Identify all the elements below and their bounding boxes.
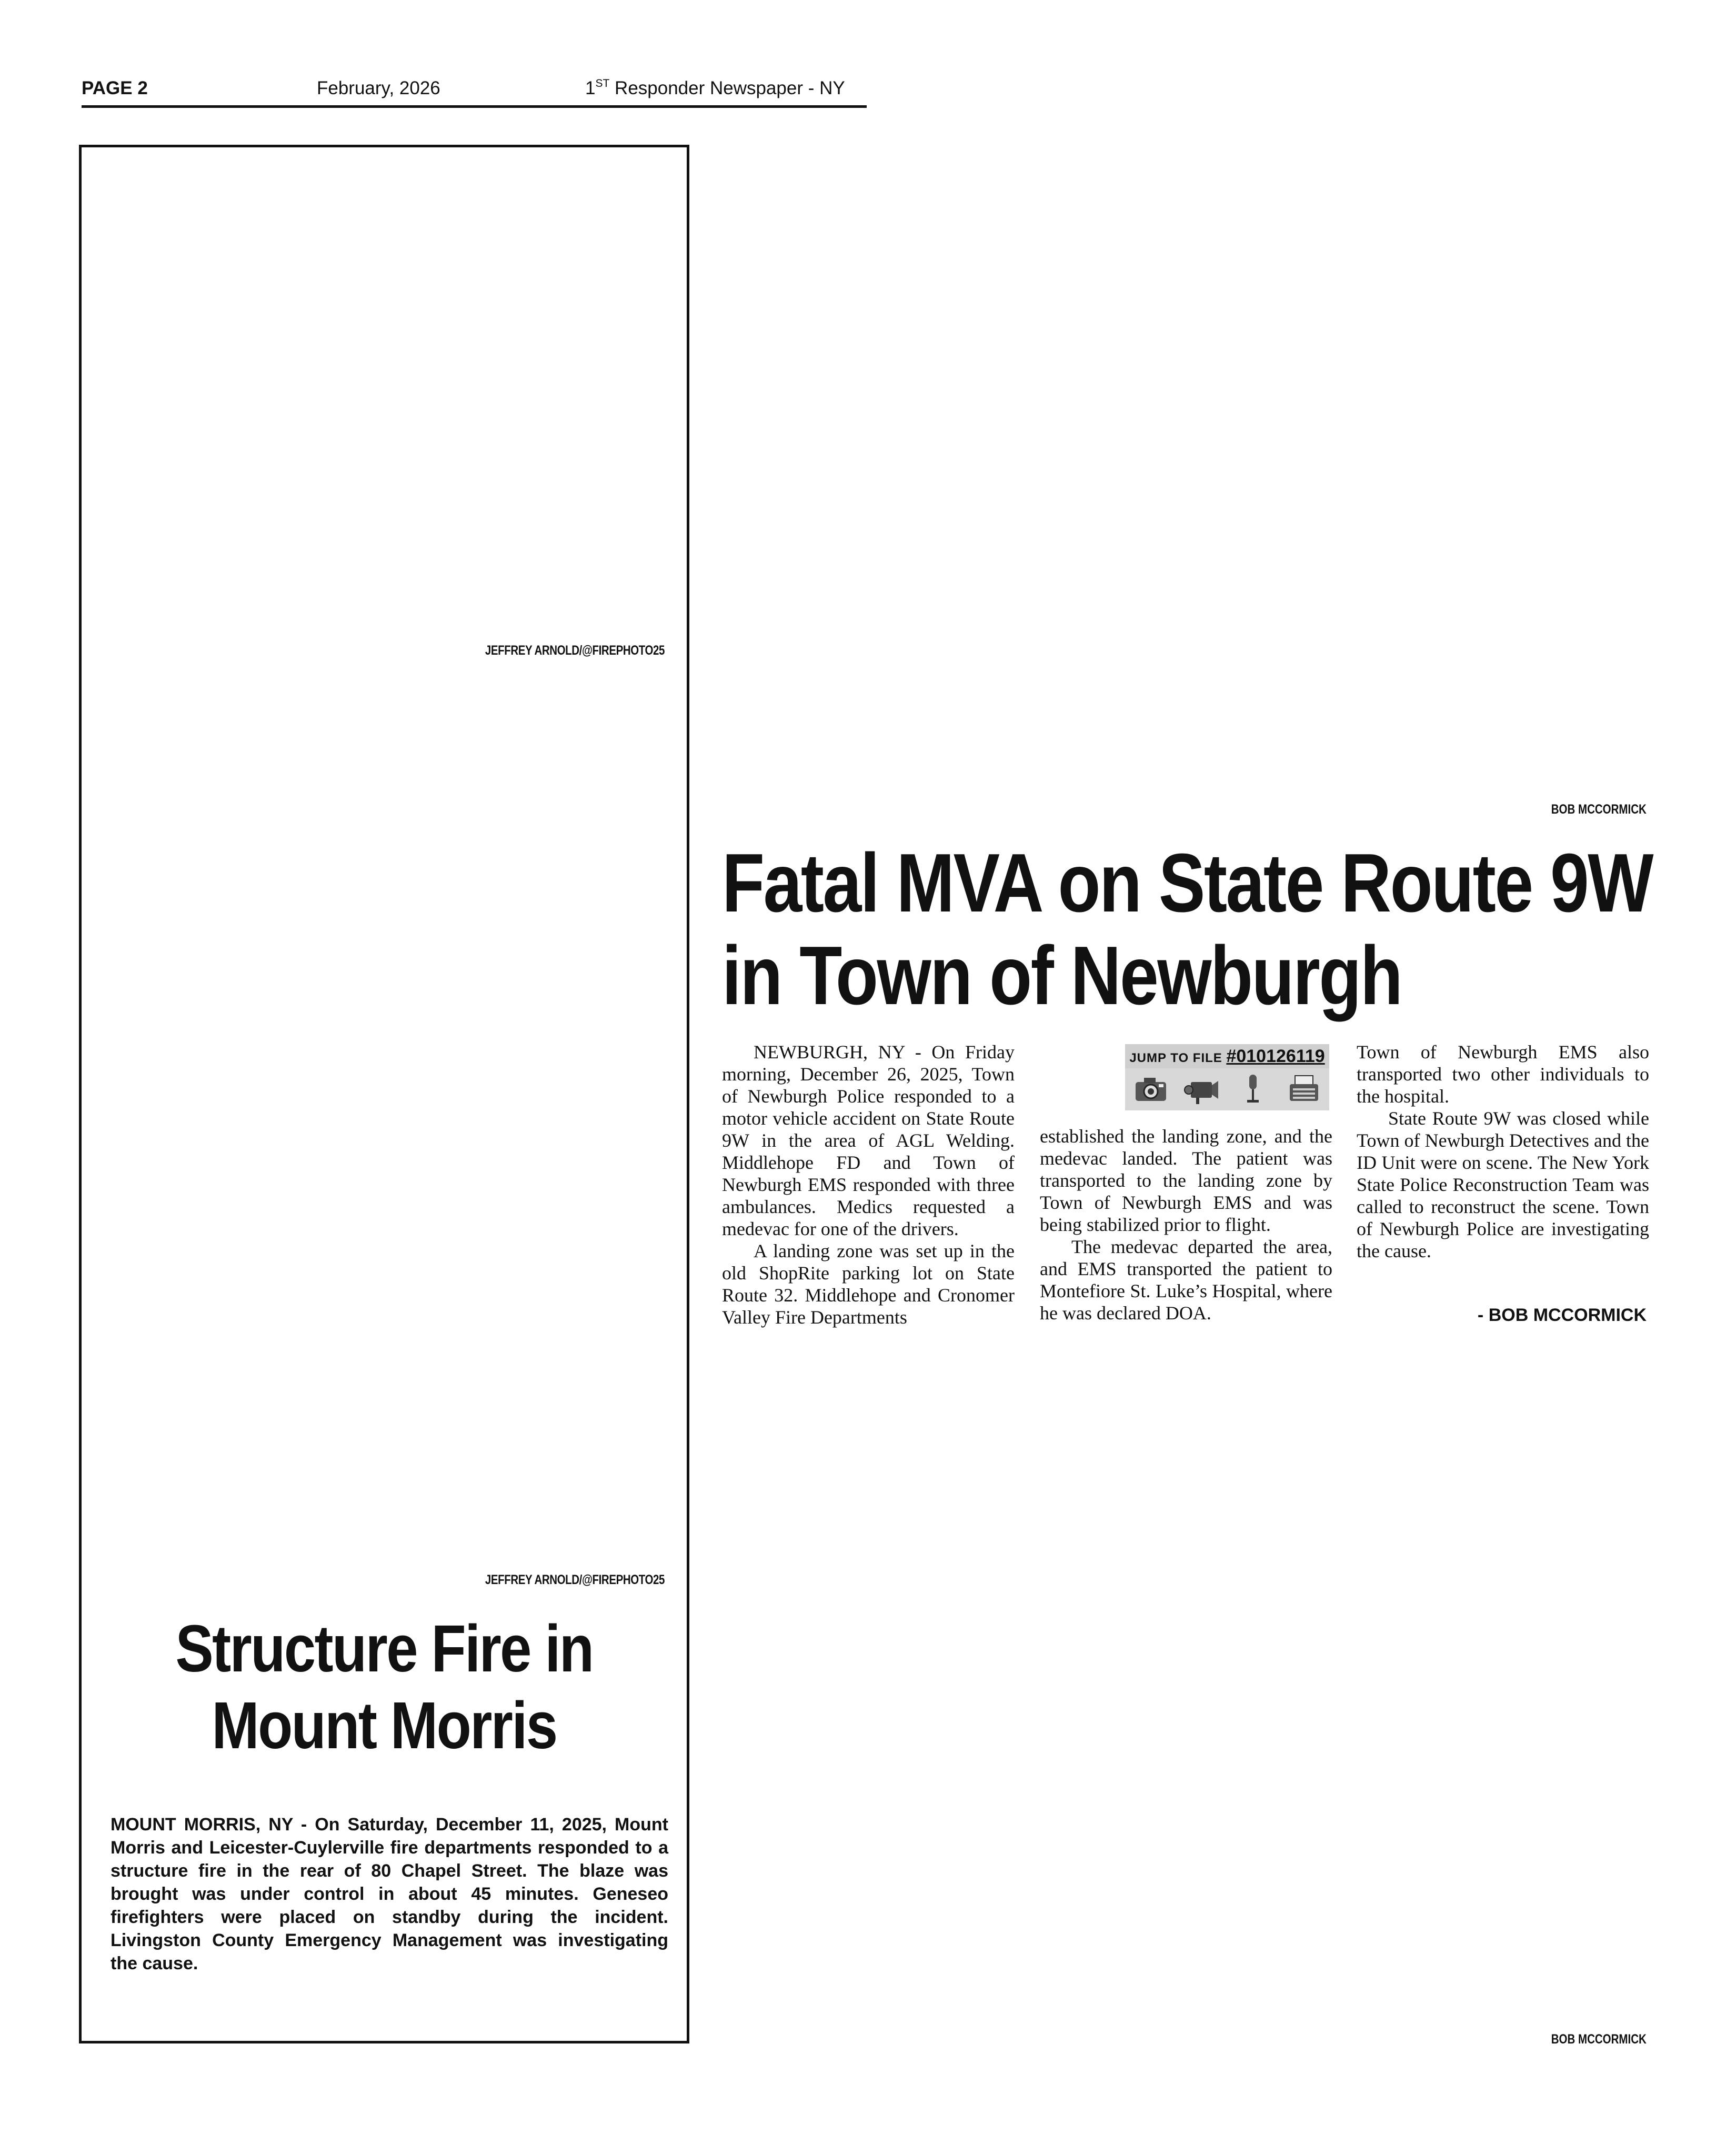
video-camera-icon[interactable] bbox=[1183, 1073, 1220, 1106]
article-paragraph: established the landing zone, and the medevac landed. The patient was transported to the landing zone by Town of Newburgh EMS and was being stabilized prior to flight. bbox=[1040, 1126, 1332, 1235]
article-paragraph: NEWBURGH, NY - On Friday morning, December 26, 2025, Town of Newburgh Police responded to a motor vehicle accident on State Route 9W in the area of AGL Welding. Middlehope FD and Town of Newburgh EMS responded with three ambulances. Medics requested a medevac for one of the drivers. bbox=[722, 1041, 1015, 1239]
publication-title: Responder Newspaper - NY bbox=[609, 78, 845, 98]
jump-file-number[interactable]: #010126119 bbox=[1226, 1046, 1325, 1066]
article-column-1 bbox=[722, 1041, 1015, 1328]
article-column-2 bbox=[1040, 1125, 1332, 1324]
bottom-photo-credit: BOB MCCORMICK bbox=[1551, 2032, 1647, 2047]
jump-to-file-label[interactable] bbox=[1125, 1044, 1329, 1068]
camera-icon[interactable] bbox=[1132, 1073, 1169, 1106]
main-headline-line1: Fatal MVA on State Route 9W bbox=[722, 837, 1653, 929]
left-headline bbox=[124, 1610, 645, 1764]
page-number: PAGE 2 bbox=[82, 78, 148, 98]
microphone-icon[interactable] bbox=[1235, 1073, 1271, 1106]
photo-credit-top: JEFFREY ARNOLD/@FIREPHOTO25 bbox=[485, 643, 665, 658]
article-paragraph: Town of Newburgh EMS also transported two other individuals to the hospital. bbox=[1357, 1041, 1649, 1107]
publication-name bbox=[585, 79, 845, 97]
photo-credit-bottom: JEFFREY ARNOLD/@FIREPHOTO25 bbox=[485, 1572, 665, 1587]
article-paragraph: A landing zone was set up in the old ShopRite parking lot on State Route 32. Middlehope and Cronomer Valley Fire Departments bbox=[722, 1240, 1015, 1328]
main-headline-line2: in Town of Newburgh bbox=[722, 929, 1402, 1022]
jump-label-prefix: JUMP TO FILE bbox=[1129, 1051, 1227, 1065]
left-story-box bbox=[79, 145, 689, 2043]
article-column-3 bbox=[1357, 1041, 1649, 1262]
article-byline: - BOB MCCORMICK bbox=[1477, 1305, 1647, 1325]
article-paragraph: The medevac departed the area, and EMS transported the patient to Montefiore St. Luke’s Hospital, where he was declared DOA. bbox=[1040, 1236, 1332, 1324]
left-headline-line1: Structure Fire in bbox=[175, 1611, 593, 1686]
typewriter-icon[interactable] bbox=[1286, 1073, 1322, 1106]
main-headline bbox=[722, 837, 1653, 1022]
publication-superscript: ST bbox=[595, 77, 610, 89]
article-paragraph: State Route 9W was closed while Town of Newburgh Detectives and the ID Unit were on scene. The New York State Police Reconstruction Team was called to reconstruct the scene. Town of Newburgh Police are investigating the cause. bbox=[1357, 1108, 1649, 1261]
header-rule bbox=[82, 105, 867, 108]
publication-number: 1 bbox=[585, 78, 596, 98]
main-photo-credit: BOB MCCORMICK bbox=[1551, 802, 1647, 817]
left-headline-line2: Mount Morris bbox=[212, 1688, 557, 1762]
issue-date: February, 2026 bbox=[317, 78, 440, 98]
media-icons bbox=[1125, 1068, 1329, 1110]
jump-to-file-box[interactable] bbox=[1125, 1044, 1329, 1113]
left-story-body: MOUNT MORRIS, NY - On Saturday, December 11, 2025, Mount Morris and Leicester-Cuylerville fire departments responded to a structure fire in the rear of 80 Chapel Street. The blaze was brought was under control in about 45 minutes. Geneseo firefighters were placed on standby during the incident. Livingston County Emergency Management was investigating the cause. bbox=[111, 1815, 668, 1973]
